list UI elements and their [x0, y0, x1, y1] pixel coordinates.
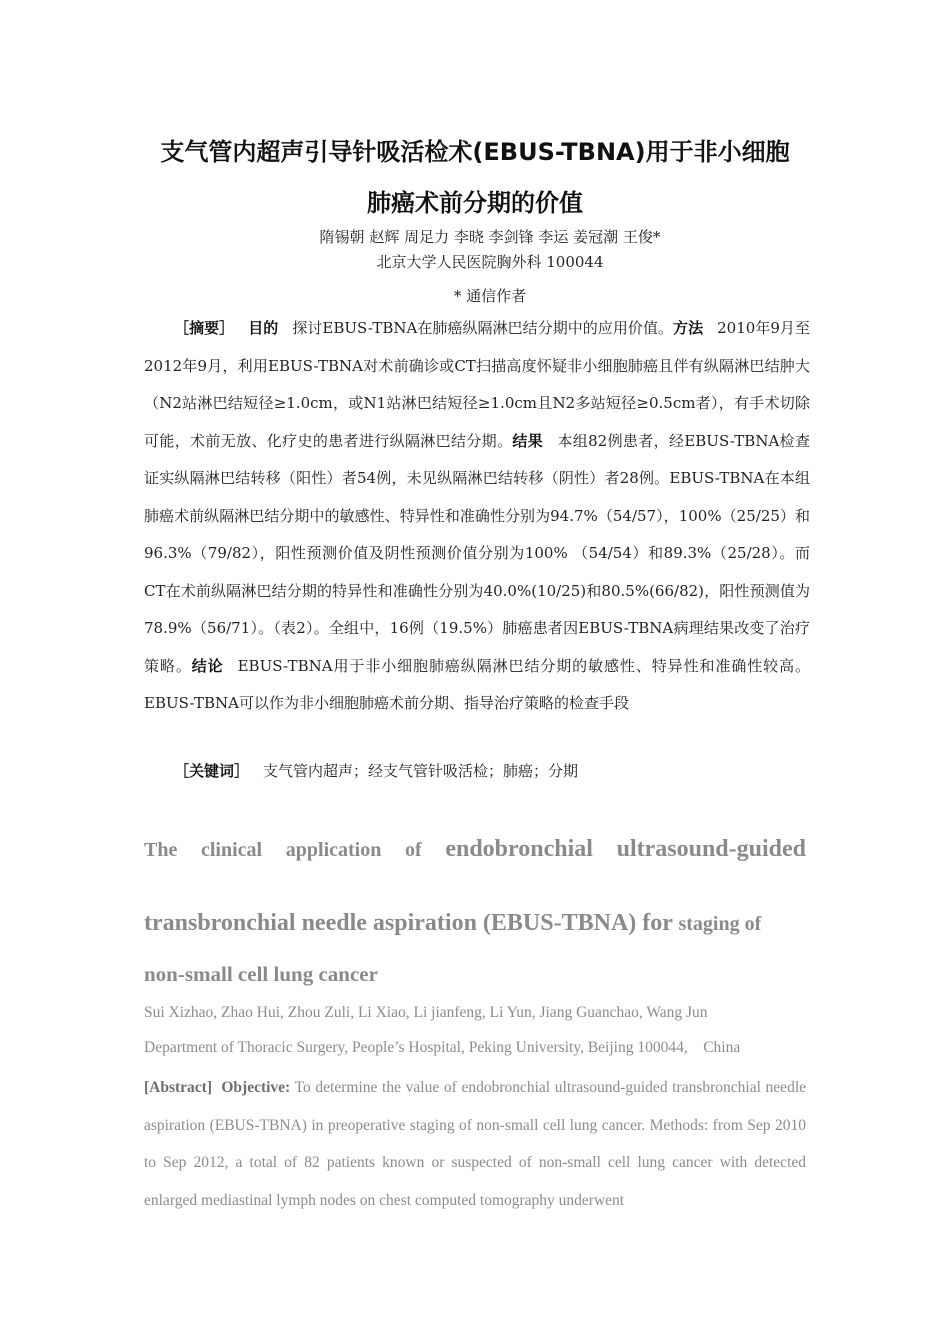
- corresponding-author-cn: * 通信作者: [453, 287, 527, 305]
- title-en-line2-small: staging of: [678, 913, 762, 935]
- abstract-en: [144, 1069, 806, 1219]
- title-cn-line2: 肺癌术前分期的价值: [367, 189, 583, 217]
- authors-cn: 隋锡朝 赵辉 周足力 李晓 李剑锋 李运 姜冠潮 王俊*: [319, 228, 661, 246]
- conclusion-cn-label: 结论: [191, 656, 224, 675]
- title-cn-line1: 支气管内超声引导针吸活检术(EBUS-TBNA)用于非小细胞: [160, 138, 790, 166]
- title-en-line2-main: transbronchial needle aspiration (EBUS-TBNA) for: [144, 910, 673, 936]
- methods-cn-text: 2010年9月至2012年9月，利用EBUS-TBNA对术前确诊或CT扫描高度怀疑非小细胞肺癌且伴有纵隔淋巴结肿大（N2站淋巴结短径≥1.0cm，或N1站淋巴结短径≥1.0cm且N2多站短径≥0.5cm者），有手术切除可能，术前无放、化疗史的患者进行纵隔淋巴结分期。: [144, 319, 810, 450]
- title-en-word: of: [405, 839, 422, 861]
- keywords-cn-label: ［关键词］: [174, 762, 250, 780]
- affiliation-en: Department of Thoracic Surgery, People’s Hospital, Peking University, Beijing 100044, China: [144, 1039, 741, 1056]
- title-en-line2: [144, 910, 806, 937]
- title-en-word: application: [285, 839, 382, 861]
- keywords-cn: [144, 756, 810, 786]
- objective-cn-label: 目的: [248, 319, 279, 337]
- title-en-line3: non-small cell lung cancer: [144, 962, 378, 986]
- abstract-cn-label: ［摘要］: [174, 319, 235, 337]
- title-en-word: clinical: [201, 839, 263, 861]
- title-en-word: endobronchial: [445, 836, 593, 862]
- methods-cn-label: 方法: [673, 319, 704, 337]
- objective-cn-text: 探讨EBUS-TBNA在肺癌纵隔淋巴结分期中的应用价值。: [292, 319, 674, 337]
- conclusion-cn-text: EBUS-TBNA用于非小细胞肺癌纵隔淋巴结分期的敏感性、特异性和准确性较高。EBUS-TBNA可以作为非小细胞肺癌术前分期、指导治疗策略的检查手段: [144, 656, 810, 712]
- affiliation-cn: 北京大学人民医院胸外科 100044: [376, 253, 604, 271]
- objective-en-label: Objective:: [221, 1079, 291, 1096]
- abstract-en-label: [Abstract]: [144, 1079, 213, 1096]
- title-en-word: The: [144, 839, 178, 861]
- results-cn-label: 结果: [512, 431, 544, 450]
- results-cn-text: 本组82例患者，经EBUS-TBNA检查证实纵隔淋巴结转移（阳性）者54例，未见纵隔淋巴结转移（阴性）者28例。EBUS-TBNA在本组肺癌术前纵隔淋巴结分期中的敏感性、特异性和准确性分别为94.7%（54/57），100%（25/25）和96.3%（79/82），阳性预测价值及阴性预测价值分别为100% （54/54）和89.3%（25/28）。而CT在术前纵隔淋巴结分期的特异性和准确性分别为40.0%(10/25)和80.5%(66/82)，阳性预测值为78.9%（56/71）。（表2）。全组中，16例（19.5%）肺癌患者因EBUS-TBNA病理结果改变了治疗策略。: [144, 431, 810, 675]
- title-en-line1: [144, 836, 806, 863]
- title-en-word: ultrasound-guided: [616, 836, 806, 862]
- abstract-cn: [144, 310, 810, 723]
- keywords-cn-text: 支气管内超声；经支气管针吸活检；肺癌；分期: [263, 762, 579, 780]
- abstract-en-text: To determine the value of endobronchial ultrasound-guided transbronchial needle aspiration (EBUS-TBNA) in preoperative staging of non-small cell lung cancer. Methods: from Sep 2010 to Sep 2012, a total of 82 patients known or suspected of non-small cell lung cancer with detected enlarged mediastinal lymph nodes on chest computed tomography underwent: [144, 1079, 807, 1209]
- authors-en: Sui Xizhao, Zhao Hui, Zhou Zuli, Li Xiao, Li jianfeng, Li Yun, Jiang Guanchao, Wang Jun: [144, 1004, 708, 1021]
